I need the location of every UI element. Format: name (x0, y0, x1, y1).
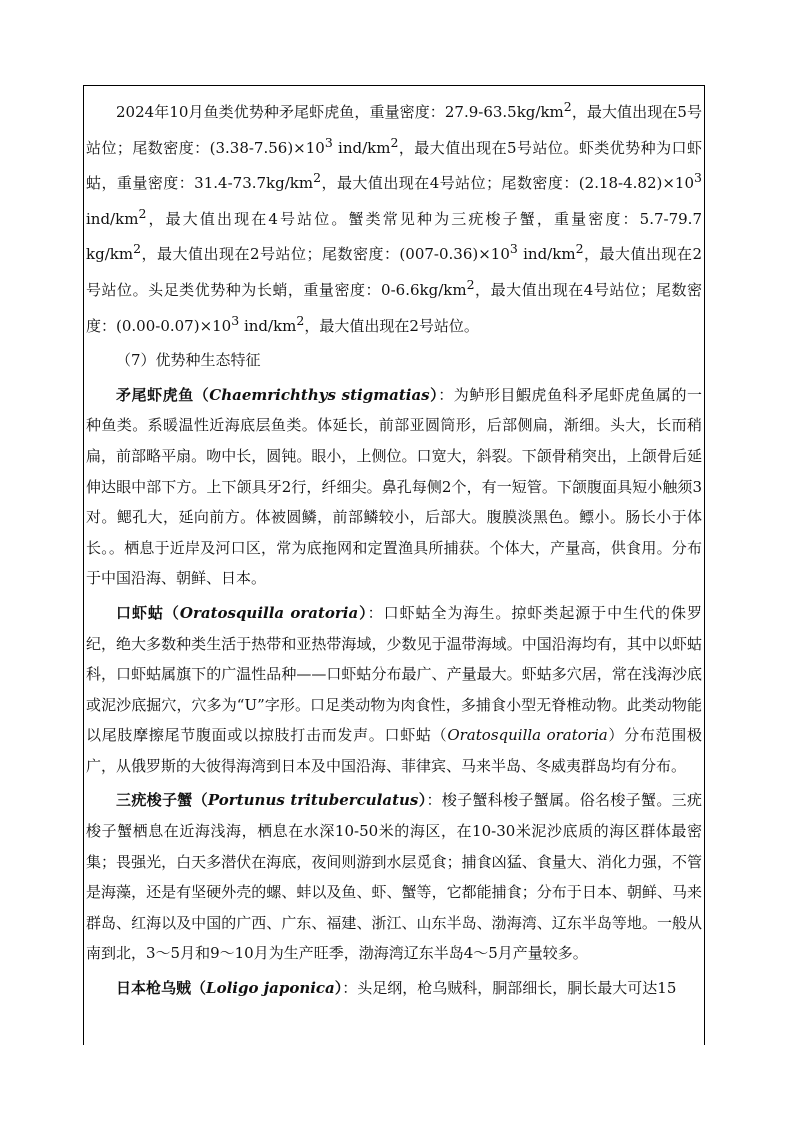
text-run: ，最大值出现在2号站位。头足类优势种为长蛸，重量密度：0-6.6kg/km (86, 245, 703, 299)
superscript: 2 (138, 205, 147, 221)
text-run: ，最大值出现在5号站位。虾类优势种为口虾蛄，重量密度：31.4-73.7kg/km (86, 138, 702, 193)
superscript: 2 (466, 276, 475, 292)
superscript: 2 (575, 241, 584, 257)
species-paragraph-shrimp (86, 598, 702, 782)
species-description: ：梭子蟹科梭子蟹属。俗名梭子蟹。三疣梭子蟹栖息在近海浅海，栖息在水深10-50米的海区，在10-30米泥沙底质的海区群体最密集；畏强光，白天多潜伏在海底，夜间则游到水层觅食；捕食凶猛、食量大、消化力强，不管是海藻，还是有坚硬外壳的螺、蚌以及鱼、虾、蟹等，它都能捕食；分布于日本、朝鲜、马来群岛、红海以及中国的广西、广东、福建、浙江、山东半岛、渤海湾、辽东半岛等地。一般从南到北，3～5月和9～10月为生产旺季，渤海湾辽东半岛4～5月产量较多。 (86, 791, 702, 963)
text-run: ，最大值出现在4号站位。蟹类常见种为三疣梭子蟹，重量密度：5.7-79.7 kg/km (86, 209, 702, 264)
species-description: ：头足纲，枪乌贼科，胴部细长，胴长最大可达15 (342, 979, 677, 998)
superscript: 3 (231, 312, 240, 328)
document-body (86, 92, 702, 1004)
species-paragraph-fish (86, 380, 702, 594)
species-description: ）分布范围极广，从俄罗斯的大彼得海湾到日本及中国沿海、菲律宾、马来半岛、冬威夷群岛均有分布。 (86, 726, 702, 775)
species-paragraph-crab (86, 785, 702, 969)
text-run: ind/km (517, 245, 576, 264)
section-heading: （7）优势种生态特征 (116, 351, 261, 370)
text-run: ，最大值出现在4号站位；尾数密度：(2.18-4.82)×10 (321, 174, 695, 193)
superscript: 3 (324, 134, 333, 150)
superscript: 2 (563, 99, 572, 114)
species-paragraph-squid (86, 973, 702, 1004)
species-description: ：口虾蛄全为海生。掠虾类起源于中生代的侏罗纪，绝大多数种类生活于热带和亚热带海域，少数见于温带海域。中国沿海均有，其中以虾蛄科，口虾蛄属旗下的广温性品种——口虾蛄分布最广、产量最大。虾蛄多穴居，常在浅海沙底或泥沙底掘穴，穴多为“U”字形。口足类动物为肉食性，多捕食小型无脊椎动物。此类动物能以尾肢摩擦尾节腹面或以掠肢打击而发声。口虾蛄（ (86, 603, 702, 745)
superscript: 2 (390, 134, 399, 150)
survey-paragraph (86, 92, 702, 341)
latin-name: Oratosquilla oratoria (447, 726, 608, 745)
species-name: 矛尾虾虎鱼（Chaemrichthys stigmatias） (116, 385, 439, 404)
superscript: 2 (133, 241, 142, 257)
superscript: 3 (694, 170, 702, 186)
text-run: ，最大值出现在4号站位；尾数密度：(0.00-0.07)×10 (86, 280, 703, 335)
text-run: 2024年10月鱼类优势种矛尾虾虎鱼，重量密度：27.9-63.5kg/km (116, 103, 564, 121)
superscript: 3 (509, 241, 518, 257)
text-run: ind/km (86, 209, 139, 228)
text-run: ind/km (332, 138, 391, 157)
species-name: 日本枪乌贼（Loligo japonica） (116, 979, 343, 998)
superscript: 2 (313, 170, 322, 186)
species-description: ：为鲈形目鰕虎鱼科矛尾虾虎鱼属的一种鱼类。系暖温性近海底层鱼类。体延长，前部亚圆筒形，后部侧扁，渐细。头大，长而稍扁，前部略平扇。吻中长，圆钝。眼小，上侧位。口宽大，斜裂。下颌骨稍突出，上颌骨后延伸达眼中部下方。上下颌具牙2行，纤细尖。鼻孔每侧2个，有一短管。下颌腹面具短小触须3对。鳃孔大，延向前方。体被圆鳞，前部鳞较小，后部大。腹膜淡黑色。鳔小。肠长小于体长。。栖息于近岸及河口区，常为底拖网和定置渔具所捕获。个体大，产量高，供食用。分布于中国沿海、朝鲜、日本。 (86, 385, 702, 588)
text-run: ，最大值出现在5号站位；尾数密度：(3.38-7.56)×10 (86, 103, 702, 157)
text-run: ind/km (239, 316, 297, 335)
text-run: ，最大值出现在2号站位。 (304, 316, 479, 335)
superscript: 2 (296, 312, 305, 328)
species-name: 口虾蛄（Oratosquilla oratoria） (116, 603, 368, 622)
species-name: 三疣梭子蟹（Portunus trituberculatus） (116, 791, 427, 810)
text-run: ，最大值出现在2号站位；尾数密度：(007-0.36)×10 (141, 245, 510, 264)
